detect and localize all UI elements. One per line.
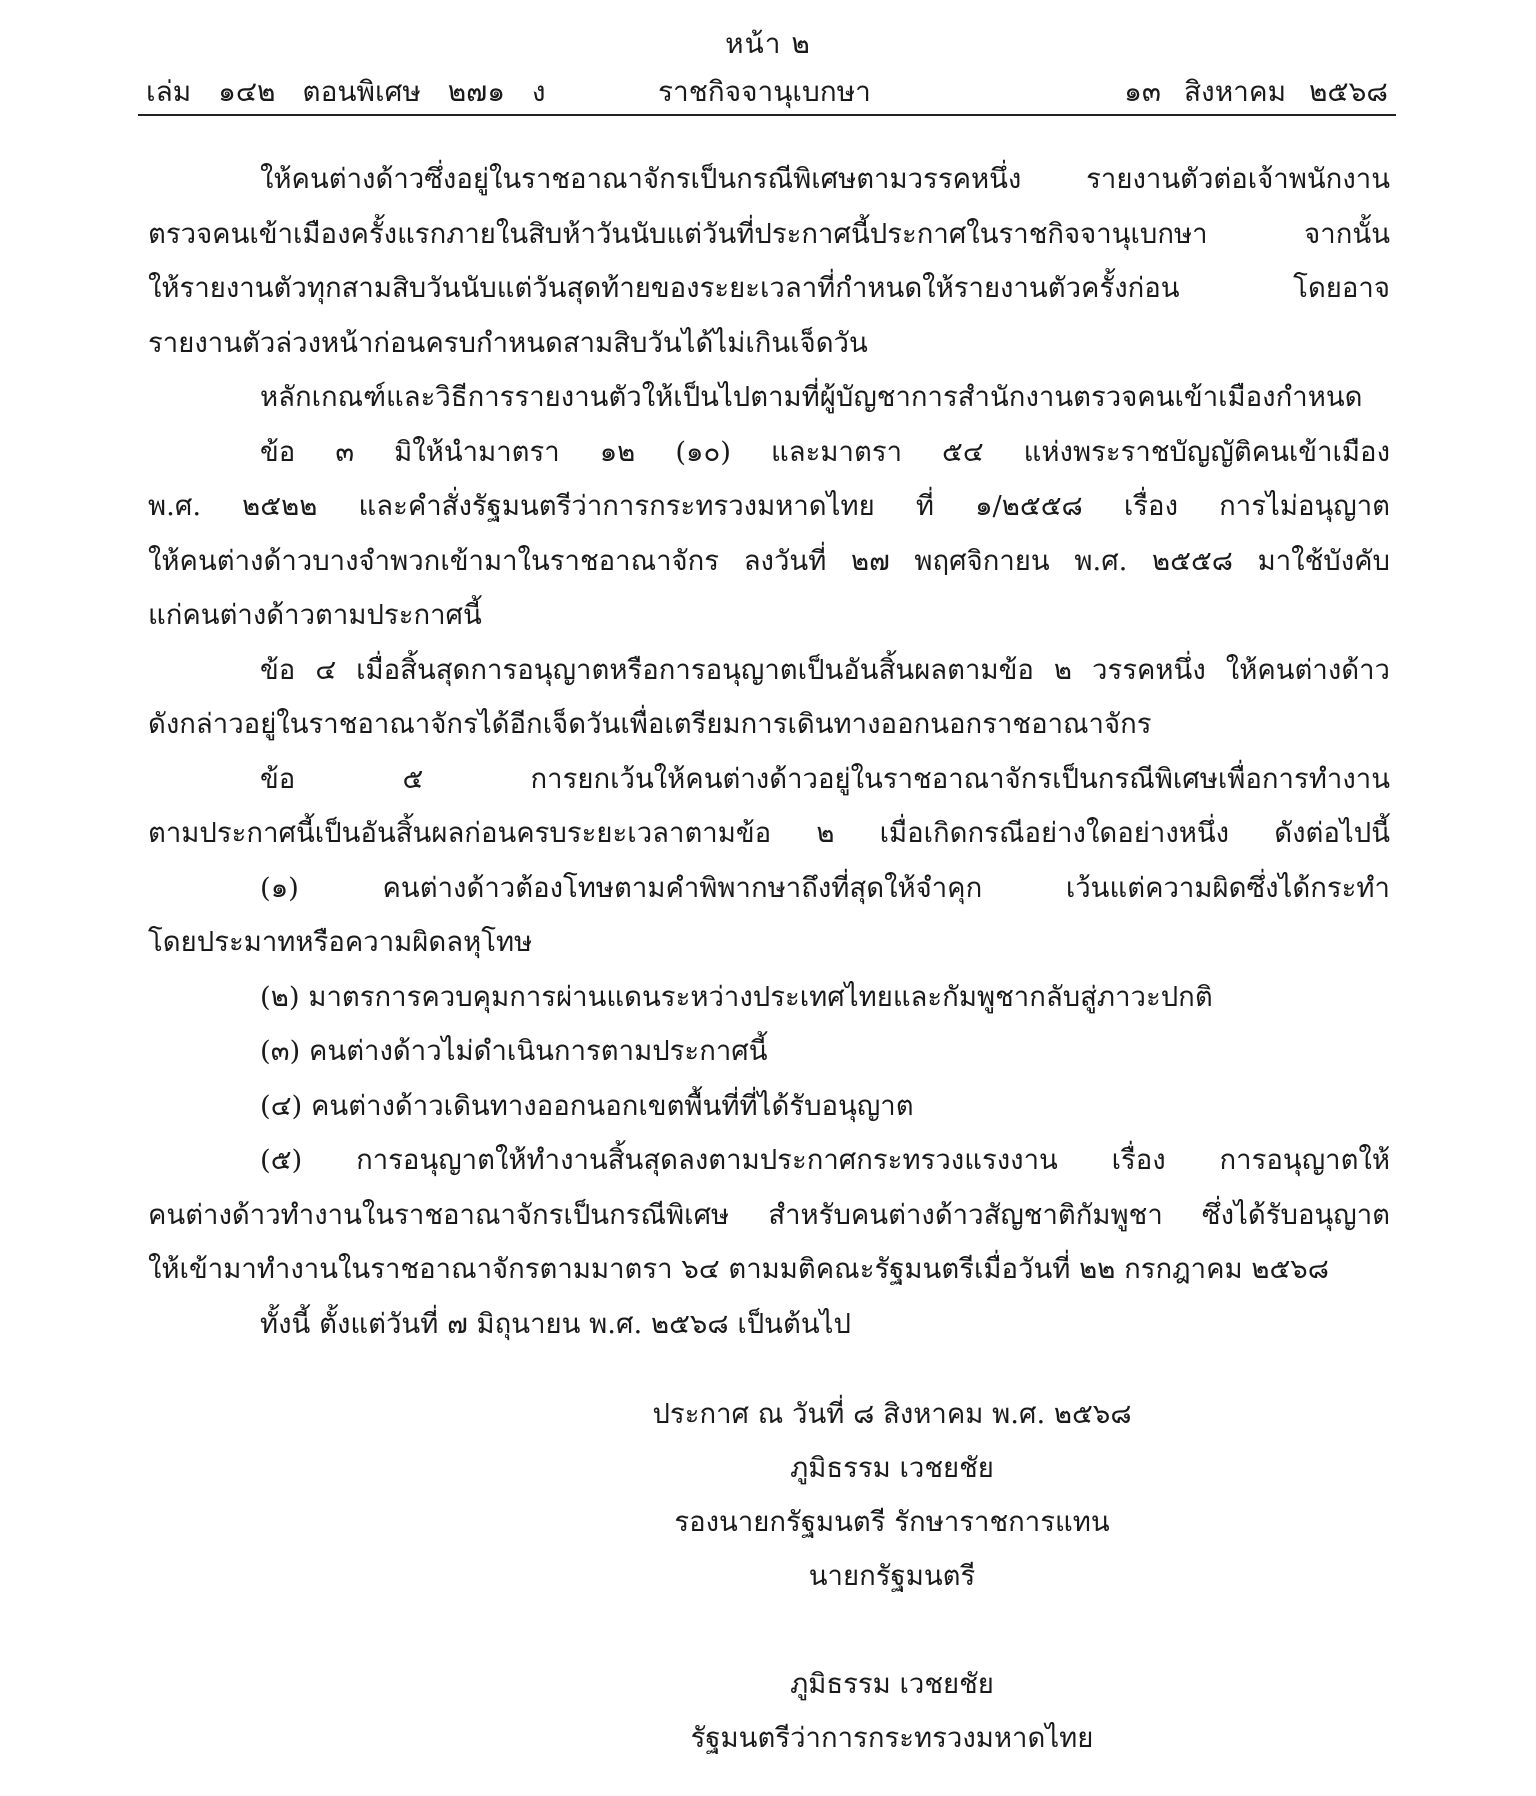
body-line: โดยประมาทหรือความผิดลหุโทษ bbox=[148, 926, 533, 958]
body-line: ให้รายงานตัวทุกสามสิบวันนับแต่วันสุดท้ายของระยะเวลาที่กำหนดให้รายงานตัวครั้งก่อน โดยอาจ bbox=[148, 272, 1390, 304]
signatory-name: ภูมิธรรม เวชยชัย bbox=[790, 1452, 994, 1484]
item-5-line: (๕) การอนุญาตให้ทำงานสิ้นสุดลงตามประกาศกระทรวงแรงงาน เรื่อง การอนุญาตให้ bbox=[260, 1144, 1390, 1176]
gazette-title: ราชกิจจานุเบกษา bbox=[658, 75, 871, 108]
gazette-header bbox=[138, 70, 1396, 110]
body-line: รายงานตัวล่วงหน้าก่อนครบกำหนดสามสิบวันได้ไม่เกินเจ็ดวัน bbox=[148, 326, 868, 359]
body-line: แก่คนต่างด้าวตามประกาศนี้ bbox=[148, 599, 482, 631]
header-divider bbox=[138, 114, 1396, 116]
item-3-line: (๓) คนต่างด้าวไม่ดำเนินการตามประกาศนี้ bbox=[260, 1035, 768, 1067]
effective-date-line: ทั้งนี้ ตั้งแต่วันที่ ๗ มิถุนายน พ.ศ. ๒๕๖๘ เป็นต้นไป bbox=[260, 1307, 851, 1340]
announcement-date: ประกาศ ณ วันที่ ๘ สิงหาคม พ.ศ. ๒๕๖๘ bbox=[652, 1398, 1132, 1430]
document-body bbox=[148, 152, 1390, 1351]
page-number: หน้า ๒ bbox=[725, 27, 811, 60]
signatory-name: ภูมิธรรม เวชยชัย bbox=[790, 1668, 994, 1700]
body-line: ดังกล่าวอยู่ในราชอาณาจักรได้อีกเจ็ดวันเพื่อเตรียมการเดินทางออกนอกราชอาณาจักร bbox=[148, 708, 1152, 740]
item-2-line: (๒) มาตรการควบคุมการผ่านแดนระหว่างประเทศไทยและกัมพูชากลับสู่ภาวะปกติ bbox=[260, 980, 1213, 1013]
body-line: ให้คนต่างด้าวบางจำพวกเข้ามาในราชอาณาจักร ลงวันที่ ๒๗ พฤศจิกายน พ.ศ. ๒๕๕๘ มาใช้บังคับ bbox=[148, 544, 1390, 577]
gazette-date: ๑๓ สิงหาคม ๒๕๖๘ bbox=[1124, 75, 1388, 108]
clause-4-line: ข้อ ๔ เมื่อสิ้นสุดการอนุญาตหรือการอนุญาตเป็นอันสิ้นผลตามข้อ ๒ วรรคหนึ่ง ให้คนต่างด้าว bbox=[260, 653, 1390, 686]
body-line: พ.ศ. ๒๕๒๒ และคำสั่งรัฐมนตรีว่าการกระทรวงมหาดไทย ที่ ๑/๒๕๕๘ เรื่อง การไม่อนุญาต bbox=[148, 490, 1390, 522]
volume-info: เล่ม ๑๔๒ ตอนพิเศษ ๒๗๑ ง bbox=[146, 75, 546, 108]
signatory-title: รองนายกรัฐมนตรี รักษาราชการแทน bbox=[674, 1506, 1110, 1538]
body-line: ตรวจคนเข้าเมืองครั้งแรกภายในสิบห้าวันนับแต่วันที่ประกาศนี้ประกาศในราชกิจจานุเบกษา จากนั้น bbox=[148, 217, 1390, 250]
body-line: ให้เข้ามาทำงานในราชอาณาจักรตามมาตรา ๖๔ ตามมติคณะรัฐมนตรีเมื่อวันที่ ๒๒ กรกฎาคม ๒๕๖๘ bbox=[148, 1253, 1329, 1285]
body-line: ให้คนต่างด้าวซึ่งอยู่ในราชอาณาจักรเป็นกรณีพิเศษตามวรรคหนึ่ง รายงานตัวต่อเจ้าพนักงาน bbox=[260, 163, 1390, 195]
clause-5-line: ข้อ ๕ การยกเว้นให้คนต่างด้าวอยู่ในราชอาณาจักรเป็นกรณีพิเศษเพื่อการทำงาน bbox=[260, 762, 1390, 795]
signatory-title: รัฐมนตรีว่าการกระทรวงมหาดไทย bbox=[690, 1722, 1094, 1754]
body-line: หลักเกณฑ์และวิธีการรายงานตัวให้เป็นไปตามที่ผู้บัญชาการสำนักงานตรวจคนเข้าเมืองกำหนด bbox=[260, 381, 1363, 413]
body-line: คนต่างด้าวทำงานในราชอาณาจักรเป็นกรณีพิเศษ สำหรับคนต่างด้าวสัญชาติกัมพูชา ซึ่งได้รับอนุญาต bbox=[148, 1198, 1390, 1231]
signatory-title: นายกรัฐมนตรี bbox=[808, 1560, 976, 1592]
clause-3-line: ข้อ ๓ มิให้นำมาตรา ๑๒ (๑๐) และมาตรา ๕๔ แห่งพระราชบัญญัติคนเข้าเมือง bbox=[260, 435, 1390, 468]
item-4-line: (๔) คนต่างด้าวเดินทางออกนอกเขตพื้นที่ที่ได้รับอนุญาต bbox=[260, 1089, 914, 1122]
body-line: ตามประกาศนี้เป็นอันสิ้นผลก่อนครบระยะเวลาตามข้อ ๒ เมื่อเกิดกรณีอย่างใดอย่างหนึ่ง ดังต่อไปนี้ bbox=[148, 817, 1390, 849]
item-1-line: (๑) คนต่างด้าวต้องโทษตามคำพิพากษาถึงที่สุดให้จำคุก เว้นแต่ความผิดซึ่งได้กระทำ bbox=[260, 871, 1390, 904]
